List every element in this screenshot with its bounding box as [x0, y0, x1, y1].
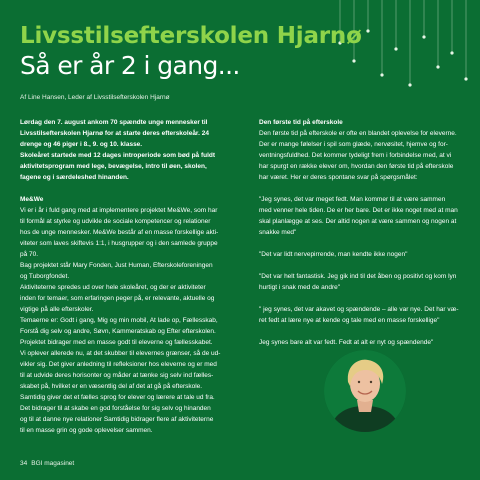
- quote-line: snakke med": [259, 229, 297, 236]
- quote-line: skal planlægge at ses. Der altid nogen at være sammen og nogen at: [259, 218, 457, 225]
- body-line: og til at danne nye relationer Samtidig bidrager flere af aktiviteterne: [20, 416, 214, 423]
- quote-line: "Jeg synes, det var meget fedt. Man kommer til at være sammen: [259, 196, 446, 203]
- magazine-name: BGI magasinet: [31, 460, 75, 467]
- body-line: skabet på, hvilket er en væsentlig del af det at gå på efterskole.: [20, 383, 203, 390]
- lead-line: fagene og i særdeleshed hinanden.: [20, 174, 129, 181]
- body-line: Samtidig giver det et fælles sprog for elever og lærere at tale ud fra.: [20, 394, 215, 401]
- body-line: Temaerne er: Godt i gang, Mig og min mobil, At lade op, Fællesskab,: [20, 317, 218, 324]
- body-line: hos de unge mennesker. Me&We består af en masse forskellige akti-: [20, 229, 219, 236]
- quote-line: "Det var helt fantastisk. Jeg gik ind til det åben og positivt og kom lyn: [259, 273, 457, 280]
- left-column: [20, 117, 242, 447]
- page-number: 34: [20, 460, 28, 467]
- body-line: har spurgt en række elever om, hvordan den første tid på efterskole: [259, 163, 454, 170]
- body-line: til en masse grin og gode oplevelser sammen.: [20, 427, 153, 434]
- meandwe-section: [20, 194, 242, 436]
- first-time-section: [259, 117, 469, 183]
- body-line: Forstå dig selv og andre, Søvn, Kammeratskab og Efter efterskolen.: [20, 328, 216, 335]
- body-line: på 70.: [20, 251, 39, 258]
- author-portrait-photo: [324, 346, 406, 436]
- headline: Livsstilsefterskolen Hjarnø: [20, 23, 362, 49]
- body-line: til formål at styrke og udvikle de sociale kompetencer og relationer: [20, 218, 211, 225]
- subheadline: Så er år 2 i gang...: [20, 51, 240, 80]
- body-line: Det bidrager til at skabe en god forståelse for sig selv og hinanden: [20, 405, 211, 412]
- student-quote: [259, 194, 469, 238]
- quote-line: hurtigt i snak med de andre": [259, 284, 341, 291]
- body-line: Den første tid på efterskole er ofte en blandet oplevelse for eleverne.: [259, 130, 457, 137]
- body-line: Vi oplever allerede nu, at det skubber til elevernes grænser, så de ud-: [20, 350, 221, 357]
- quote-line: Jeg synes bare alt var fedt. Fedt at alt er nyt og spændende": [259, 339, 434, 346]
- body-line: vigtige på alle efterskoler.: [20, 306, 94, 313]
- student-quote: [259, 249, 469, 260]
- body-line: Der er mange følelser i spil som glæde, nervøsitet, hjemve og for-: [259, 141, 448, 148]
- lead-line: Lørdag den 7. august ankom 70 spændte unge mennesker til: [20, 119, 208, 126]
- body-line: vikler sig. Det giver anledning til refleksioner hos eleverne og er med: [20, 361, 217, 368]
- quote-line: med venner hele tiden. De er her bare. Det er ikke noget med at man: [259, 207, 458, 214]
- quote-line: ret fedt at lære nye at kende og tale med en masse forskellige": [259, 317, 440, 324]
- body-line: Aktiviteterne spredes ud over hele skoleåret, og der er aktiviteter: [20, 284, 206, 291]
- section-title-meandwe: Me&We: [20, 196, 44, 203]
- quote-line: " jeg synes, det var akavet og spændende – alle var nye. Det har væ-: [259, 306, 459, 313]
- lead-paragraph: [20, 117, 242, 183]
- lead-line: Livsstilsefterskolen Hjarnø for at starte deres efterskoleår. 24: [20, 130, 209, 137]
- quote-line: "Det var lidt nervepirrende, man kendte ikke nogen": [259, 251, 408, 258]
- body-line: og Tuborgfondet.: [20, 273, 70, 280]
- body-line: Bag projektet står Mary Fonden, Just Human, Efterskoleforeningen: [20, 262, 213, 269]
- lead-line: drenge og 46 piger i 8., 9. og 10. klasse.: [20, 141, 143, 148]
- byline: Af Line Hansen, Leder af Livsstilsefterskolen Hjarnø: [20, 94, 170, 101]
- right-column: [259, 117, 469, 359]
- body-line: Vi er i år i fuld gang med at implementere projektet Me&We, som har: [20, 207, 218, 214]
- page-footer: [20, 460, 74, 468]
- body-line: til at udvide deres horisonter og måder at tænke sig selv ind fælles-: [20, 372, 214, 379]
- body-line: inden for temaer, som erfaringen peger på, er relevante, aktuelle og: [20, 295, 215, 302]
- body-line: ventningsfuldhed. Det kommer tydeligt frem i forbindelse med, at vi: [259, 152, 452, 159]
- lead-line: aktivitetsprogram med lege, bevægelse, intro til øen, skolen,: [20, 163, 207, 170]
- body-line: Projektet bidrager med en masse godt til eleverne og fællesskabet.: [20, 339, 213, 346]
- student-quote: [259, 304, 469, 326]
- section-title-first-time: Den første tid på efterskole: [259, 119, 343, 126]
- student-quote: [259, 271, 469, 293]
- body-line: viteter som laves skiftevis 1:1, i husgrupper og i den samlede gruppe: [20, 240, 218, 247]
- lead-line: Skoleåret startede med 12 dages introperiode som bød på fuldt: [20, 152, 216, 159]
- body-line: har været. Her er deres spontane svar på spørgsmålet:: [259, 174, 418, 181]
